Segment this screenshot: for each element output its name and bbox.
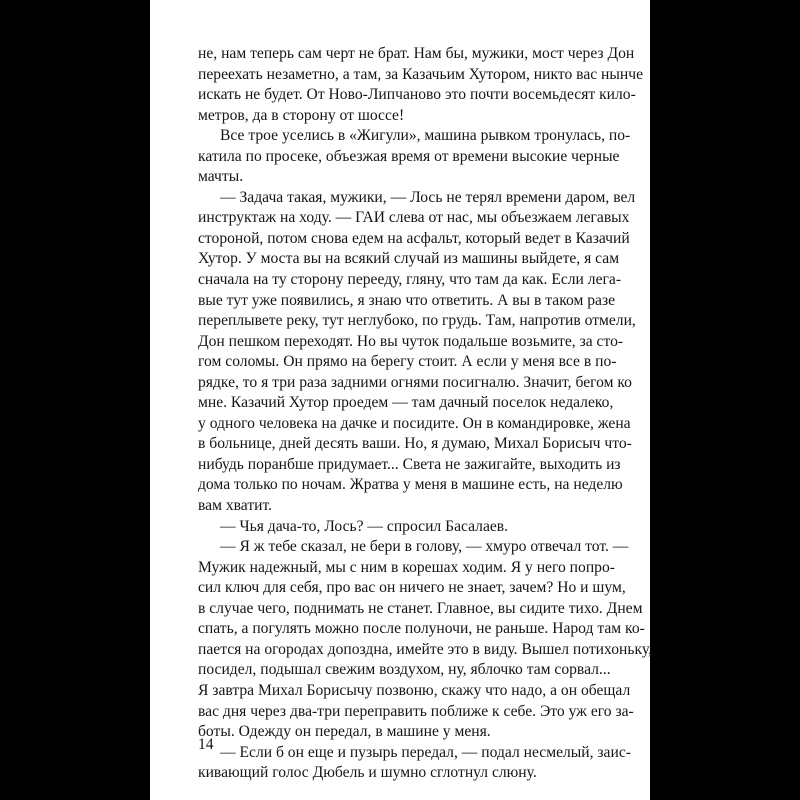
text-line: гом соломы. Он прямо на берегу стоит. А если у меня все в по- — [198, 353, 617, 371]
text-line: переплывете реку, тут неглубоко, по грудь. Там, напротив отмели, — [198, 312, 636, 330]
paragraph — [198, 517, 602, 538]
text-line: сил ключ для себя, про вас он ничего не знает, зачем? Но и шум, — [198, 579, 626, 597]
text-line: посидел, подышал свежим воздухом, ну, яблочко там сорвал... — [198, 661, 611, 679]
text-line: — Если б он еще и пузырь передал, — подал несмелый, заис- — [220, 743, 631, 761]
text-line: Дон пешком переходят. Но вы чуток подальше возьмите, за сто- — [198, 332, 624, 350]
text-line: у одного человека на дачке и посидите. Он в командировке, жена — [198, 414, 631, 432]
text-line: пается на огородах допоздна, имейте это в виду. Вышел потихоньку, — [198, 640, 652, 658]
text-line: инструктаж на ходу. — ГАИ слева от нас, мы объезжаем легавых — [198, 209, 630, 227]
text-line: дома только по ночам. Жратва у меня в машине есть, на неделю — [198, 476, 623, 494]
text-line: — Чья дача-то, Лось? — спросил Басалаев. — [220, 517, 509, 535]
page-text — [198, 44, 652, 784]
text-line: вас дня через два-три переправить поближе к себе. Это уж его за- — [198, 702, 634, 720]
text-line: Мужик надежный, мы с ним в корешах ходим. Я у него попро- — [198, 558, 615, 576]
text-line: переехать незаметно, а там, за Казачьим Хутором, никто вас нынче — [198, 65, 643, 83]
text-line: искать не будет. От Ново-Липчаново это почти восемьдесят кило- — [198, 86, 636, 104]
text-line: Хутор. У моста вы на всякий случай из машины выйдете, я сам — [198, 250, 620, 268]
text-line: Все трое уселись в «Жигули», машина рывком тронулась, по- — [220, 127, 631, 145]
text-line: — Я ж тебе сказал, не бери в голову, — хмуро отвечал тот. — — [220, 538, 629, 556]
text-line: мачты. — [198, 168, 244, 186]
text-line: Я завтра Михал Борисычу позвоню, скажу что надо, а он обещал — [198, 681, 631, 699]
text-line: не, нам теперь сам черт не брат. Нам бы, мужики, мост через Дон — [198, 45, 635, 62]
text-line: метров, да в сторону от шоссе! — [198, 106, 405, 124]
paragraph — [198, 743, 631, 784]
text-line: в больнице, дней десять ваши. Но, я думаю, Михал Борисыч что- — [198, 435, 632, 453]
text-line: в случае чего, поднимать не станет. Главное, вы сидите тихо. Днем — [198, 599, 643, 617]
text-line: боты. Одежду он передал, в машине у меня. — [198, 723, 491, 741]
text-line: нибудь поранбше придумает... Света не зажигайте, выходить из — [198, 455, 621, 473]
text-line: сначала на ту сторону перееду, гляну, что там да как. Если лега- — [198, 271, 622, 289]
paragraph — [198, 44, 643, 126]
text-line: мне. Казачий Хутор проедем — там дачный поселок недалеко, — [198, 394, 614, 412]
paragraph — [198, 537, 652, 742]
text-line: кивающий голос Дюбель и шумно сглотнул слюну. — [198, 764, 537, 782]
book-page — [150, 0, 650, 800]
paragraph — [198, 126, 631, 188]
text-line: спать, а погулять можно после полуночи, не раньше. Народ там ко- — [198, 620, 645, 638]
text-line: — Задача такая, мужики, — Лось не терял времени даром, вел — [220, 188, 636, 206]
text-line: стороной, потом снова едем на асфальт, который ведет в Казачий — [198, 229, 630, 247]
text-line: вые тут уже появились, я знаю что ответить. А вы в таком разе — [198, 291, 616, 309]
text-line: вам хватит. — [198, 497, 273, 515]
paragraph — [198, 188, 636, 517]
text-line: рядке, то я три раза задними огнями посигналю. Значит, бегом ко — [198, 373, 632, 391]
page-number: 14 — [198, 736, 214, 753]
text-line: катила по просеке, объезжая время от времени высокие черные — [198, 147, 620, 165]
